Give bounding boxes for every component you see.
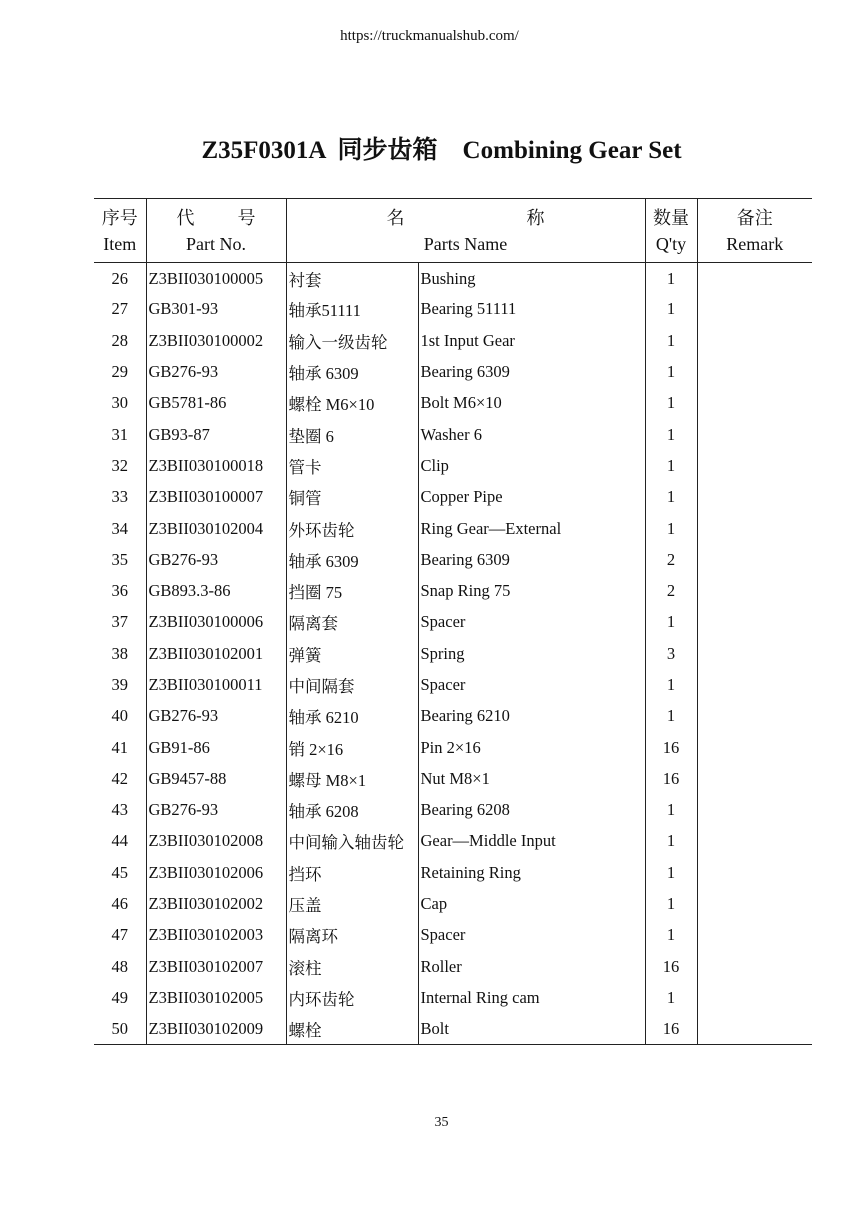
table-row <box>94 982 812 1013</box>
cell-part-no: Z3BII030102009 <box>146 1014 286 1045</box>
cell-name-cn: 弹簧 <box>286 638 418 669</box>
cell-name-cn: 轴承 6309 <box>286 544 418 575</box>
cell-part-no: Z3BII030102002 <box>146 888 286 919</box>
cell-name-en: Snap Ring 75 <box>418 575 645 606</box>
cell-name-cn: 外环齿轮 <box>286 513 418 544</box>
cell-item: 36 <box>111 581 128 601</box>
cell-qty: 1 <box>645 356 697 387</box>
cell-name-cn: 轴承 6210 <box>286 701 418 732</box>
cell-name-cn: 挡圈 75 <box>286 575 418 606</box>
cell-name-cn: 衬套 <box>286 263 418 294</box>
cell-name-en: Pin 2×16 <box>418 732 645 763</box>
cell-qty: 1 <box>645 857 697 888</box>
cell-remark <box>697 544 812 575</box>
column-header-name-cn <box>287 205 645 231</box>
cell-item: 42 <box>111 768 128 788</box>
cell-name-en: Cap <box>418 888 645 919</box>
cell-item: 47 <box>111 925 128 945</box>
table-row <box>94 419 812 450</box>
table-row <box>94 294 812 325</box>
cell-remark <box>697 795 812 826</box>
cell-part-no: Z3BII030100007 <box>146 482 286 513</box>
cell-item: 46 <box>111 894 128 914</box>
cell-name-cn: 轴承 6208 <box>286 795 418 826</box>
cell-name-en: Bearing 51111 <box>418 294 645 325</box>
cell-name-en: Bushing <box>418 263 645 294</box>
cell-part-no: Z3BII030100006 <box>146 607 286 638</box>
cell-part-no: GB276-93 <box>146 795 286 826</box>
cell-item: 29 <box>111 362 128 382</box>
cell-qty: 16 <box>645 732 697 763</box>
table-row <box>94 857 812 888</box>
table-row <box>94 826 812 857</box>
cell-part-no: GB893.3-86 <box>146 575 286 606</box>
cell-item: 31 <box>111 424 128 444</box>
column-header-qty <box>645 199 697 263</box>
cell-name-en: Spacer <box>418 607 645 638</box>
table-body <box>94 263 812 1045</box>
table-row <box>94 450 812 481</box>
page-number: 35 <box>434 1115 449 1130</box>
cell-qty: 3 <box>645 638 697 669</box>
cell-remark <box>697 920 812 951</box>
cell-qty: 16 <box>645 951 697 982</box>
cell-name-en: Spring <box>418 638 645 669</box>
cell-name-cn: 滚柱 <box>286 951 418 982</box>
cell-name-cn: 管卡 <box>286 450 418 481</box>
cell-name-en: Retaining Ring <box>418 857 645 888</box>
cell-part-no: Z3BII030102006 <box>146 857 286 888</box>
cell-part-no: Z3BII030102007 <box>146 951 286 982</box>
column-header-qty-en: Q'ty <box>655 233 687 254</box>
cell-name-cn: 螺母 M8×1 <box>286 763 418 794</box>
cell-part-no: Z3BII030102005 <box>146 982 286 1013</box>
cell-part-no: GB276-93 <box>146 701 286 732</box>
cell-remark <box>697 888 812 919</box>
cell-name-en: Nut M8×1 <box>418 763 645 794</box>
table-row <box>94 638 812 669</box>
cell-remark <box>697 482 812 513</box>
cell-part-no: GB276-93 <box>146 356 286 387</box>
column-header-part-no <box>146 199 286 263</box>
column-header-qty-cn: 数量 <box>653 207 689 228</box>
cell-qty: 1 <box>645 419 697 450</box>
cell-qty: 1 <box>645 450 697 481</box>
cell-item: 33 <box>111 487 128 507</box>
table-row <box>94 732 812 763</box>
cell-qty: 1 <box>645 325 697 356</box>
table-header <box>94 199 812 263</box>
cell-remark <box>697 732 812 763</box>
cell-remark <box>697 982 812 1013</box>
cell-part-no: GB301-93 <box>146 294 286 325</box>
cell-remark <box>697 951 812 982</box>
cell-item: 49 <box>111 987 128 1007</box>
table-row <box>94 607 812 638</box>
cell-name-cn: 螺栓 <box>286 1014 418 1045</box>
cell-name-en: Spacer <box>418 669 645 700</box>
table-row <box>94 951 812 982</box>
cell-qty: 1 <box>645 826 697 857</box>
cell-remark <box>697 575 812 606</box>
cell-name-en: Bearing 6210 <box>418 701 645 732</box>
column-header-part-cn-a: 代 <box>176 207 195 228</box>
cell-item: 28 <box>111 330 128 350</box>
cell-item: 30 <box>111 393 128 413</box>
cell-item: 41 <box>111 737 128 757</box>
cell-item: 32 <box>111 455 128 475</box>
table-row <box>94 263 812 294</box>
cell-remark <box>697 450 812 481</box>
cell-part-no: GB91-86 <box>146 732 286 763</box>
cell-name-cn: 内环齿轮 <box>286 982 418 1013</box>
cell-part-no: GB5781-86 <box>146 388 286 419</box>
cell-name-cn: 中间输入轴齿轮 <box>286 826 418 857</box>
cell-name-en: Ring Gear—External <box>418 513 645 544</box>
cell-name-cn: 螺栓 M6×10 <box>286 388 418 419</box>
cell-item: 50 <box>94 1014 146 1045</box>
cell-remark <box>697 356 812 387</box>
cell-remark <box>697 419 812 450</box>
column-header-part-en: Part No. <box>186 233 246 254</box>
column-header-parts-name <box>286 199 645 263</box>
cell-name-en: Bolt <box>418 1014 645 1045</box>
cell-part-no: Z3BII030100002 <box>146 325 286 356</box>
cell-name-en: Bolt M6×10 <box>418 388 645 419</box>
cell-qty: 1 <box>645 920 697 951</box>
cell-part-no: GB276-93 <box>146 544 286 575</box>
cell-name-cn: 轴承51111 <box>286 294 418 325</box>
cell-name-cn: 挡环 <box>286 857 418 888</box>
table-row <box>94 763 812 794</box>
table-row <box>94 795 812 826</box>
cell-name-en: Bearing 6309 <box>418 544 645 575</box>
cell-remark <box>697 325 812 356</box>
cell-part-no: Z3BII030102004 <box>146 513 286 544</box>
column-header-name-cn-b: 称 <box>526 207 545 228</box>
parts-table <box>94 198 812 1045</box>
cell-qty: 2 <box>645 575 697 606</box>
cell-remark <box>697 826 812 857</box>
table-row <box>94 513 812 544</box>
column-header-remark-cn: 备注 <box>736 207 773 228</box>
cell-name-en: Bearing 6208 <box>418 795 645 826</box>
cell-remark <box>697 638 812 669</box>
cell-name-cn: 中间隔套 <box>286 669 418 700</box>
column-header-part-cn-b: 号 <box>237 207 256 228</box>
cell-name-cn: 输入一级齿轮 <box>286 325 418 356</box>
cell-qty: 1 <box>645 388 697 419</box>
cell-remark <box>697 607 812 638</box>
table-row <box>94 669 812 700</box>
cell-item: 26 <box>111 269 128 289</box>
table-row <box>94 388 812 419</box>
cell-remark <box>697 701 812 732</box>
cell-item: 40 <box>111 706 128 726</box>
column-header-remark <box>697 199 812 263</box>
cell-qty: 1 <box>645 294 697 325</box>
cell-item: 37 <box>111 612 128 632</box>
cell-item: 43 <box>111 800 128 820</box>
cell-qty: 16 <box>645 763 697 794</box>
cell-part-no: Z3BII030100005 <box>146 263 286 294</box>
table-row <box>94 920 812 951</box>
cell-name-cn: 销 2×16 <box>286 732 418 763</box>
cell-name-cn: 垫圈 6 <box>286 419 418 450</box>
cell-name-en: Roller <box>418 951 645 982</box>
cell-remark <box>697 1014 812 1045</box>
cell-name-en: Washer 6 <box>418 419 645 450</box>
column-header-name-en: Parts Name <box>423 233 508 254</box>
cell-remark <box>697 388 812 419</box>
column-header-part-cn <box>147 205 286 231</box>
cell-item: 44 <box>111 831 128 851</box>
cell-qty: 1 <box>645 263 697 294</box>
cell-name-en: Copper Pipe <box>418 482 645 513</box>
cell-name-en: Internal Ring cam <box>418 982 645 1013</box>
cell-qty: 16 <box>645 1014 697 1045</box>
table-row <box>94 544 812 575</box>
table-row <box>94 701 812 732</box>
cell-name-cn: 隔离环 <box>286 920 418 951</box>
cell-item: 27 <box>111 299 128 319</box>
column-header-item-cn: 序号 <box>101 207 138 228</box>
cell-qty: 1 <box>645 795 697 826</box>
column-header-item <box>94 199 146 263</box>
cell-name-en: Bearing 6309 <box>418 356 645 387</box>
cell-name-cn: 隔离套 <box>286 607 418 638</box>
cell-part-no: Z3BII030102008 <box>146 826 286 857</box>
source-url: https://truckmanualshub.com/ <box>340 28 519 44</box>
cell-qty: 2 <box>645 544 697 575</box>
cell-item: 38 <box>111 643 128 663</box>
cell-name-en: Gear—Middle Input <box>418 826 645 857</box>
cell-qty: 1 <box>645 607 697 638</box>
cell-remark <box>697 513 812 544</box>
table-row <box>94 356 812 387</box>
cell-qty: 1 <box>645 982 697 1013</box>
cell-remark <box>697 263 812 294</box>
cell-part-no: Z3BII030102001 <box>146 638 286 669</box>
cell-part-no: GB9457-88 <box>146 763 286 794</box>
cell-qty: 1 <box>645 888 697 919</box>
cell-item: 45 <box>111 862 128 882</box>
column-header-remark-en: Remark <box>726 233 784 254</box>
column-header-item-en: Item <box>103 233 137 254</box>
cell-name-en: Spacer <box>418 920 645 951</box>
cell-remark <box>697 294 812 325</box>
cell-item: 35 <box>111 549 128 569</box>
cell-name-en: Clip <box>418 450 645 481</box>
cell-item: 39 <box>111 675 128 694</box>
cell-part-no: Z3BII030100018 <box>146 450 286 481</box>
cell-qty: 1 <box>645 513 697 544</box>
cell-name-cn: 轴承 6309 <box>286 356 418 387</box>
table-row <box>94 482 812 513</box>
cell-qty: 1 <box>645 669 697 700</box>
cell-name-en: 1st Input Gear <box>418 325 645 356</box>
cell-part-no: Z3BII030100011 <box>146 669 286 700</box>
page-title: Z35F0301A 同步齿箱 Combining Gear Set <box>201 137 682 164</box>
table-row <box>94 888 812 919</box>
cell-remark <box>697 763 812 794</box>
cell-part-no: Z3BII030102003 <box>146 920 286 951</box>
cell-name-cn: 压盖 <box>286 888 418 919</box>
cell-item: 34 <box>111 518 128 538</box>
cell-qty: 1 <box>645 701 697 732</box>
cell-part-no: GB93-87 <box>146 419 286 450</box>
cell-name-cn: 铜管 <box>286 482 418 513</box>
table-row <box>94 325 812 356</box>
cell-remark <box>697 857 812 888</box>
cell-item: 48 <box>111 956 128 976</box>
column-header-name-cn-a: 名 <box>386 207 405 228</box>
cell-remark <box>697 669 812 700</box>
table-row <box>94 1014 812 1045</box>
cell-qty: 1 <box>645 482 697 513</box>
table-row <box>94 575 812 606</box>
